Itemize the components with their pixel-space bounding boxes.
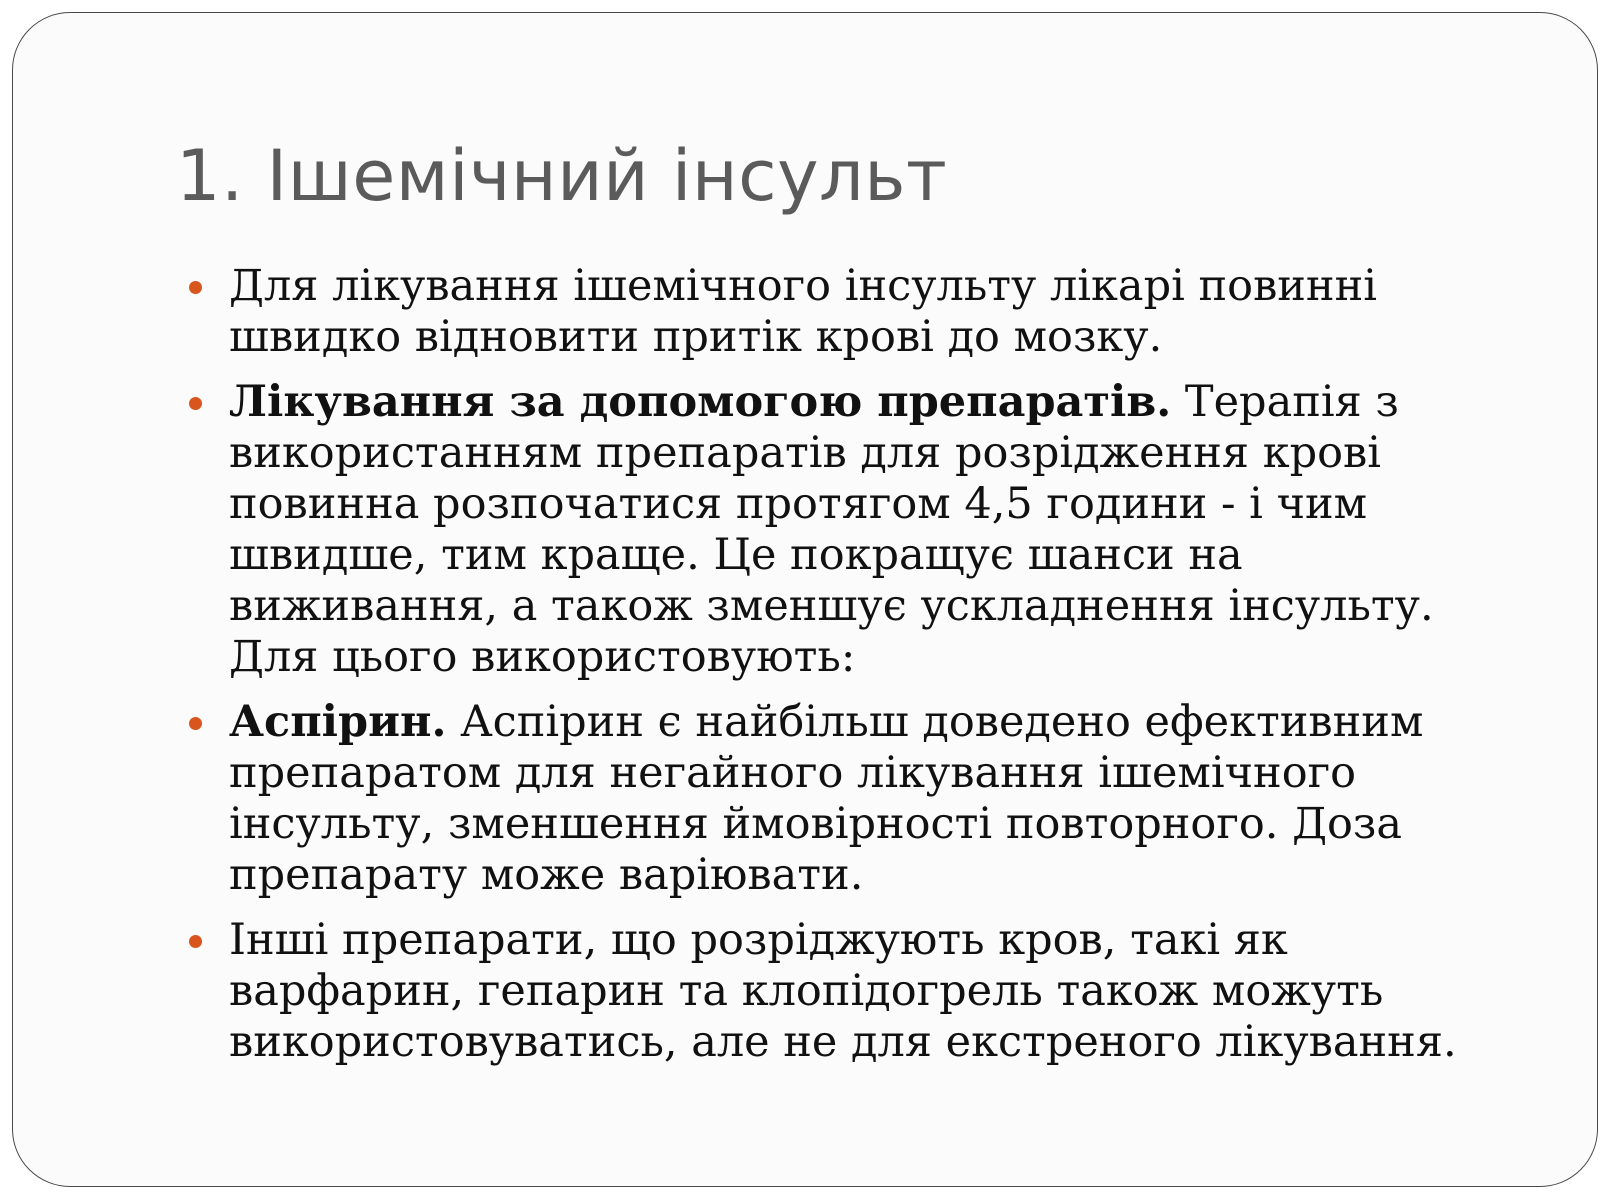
bullet-dot-icon <box>189 397 202 410</box>
bullet-lead: Аспірин. <box>229 697 447 747</box>
bullet-dot-icon <box>189 717 202 730</box>
bullet-dot-icon <box>189 935 202 948</box>
slide-title: 1. Ішемічний інсульт <box>176 135 948 217</box>
bullet-dot-icon <box>189 281 202 294</box>
bullet-text: Для лікування ішемічного інсульту лікарі повинні швидко відновити притік крові до мозку. <box>229 261 1378 362</box>
bullet-item-4 <box>173 915 1503 1068</box>
bullet-item-2 <box>173 377 1503 683</box>
slide <box>12 12 1598 1187</box>
bullet-item-1 <box>173 261 1503 363</box>
bullet-text: Терапія з використанням препаратів для розрідження крові повинна розпочатися протягом 4,5 години - і чим швидше, тим краще. Це покращує шанси на виживання, а також зменшує ускладнення інсульту. Для цього використовують: <box>229 377 1434 682</box>
bullet-item-3 <box>173 697 1503 901</box>
bullet-text: Інші препарати, що розріджують кров, такі як варфарин, гепарин та клопідогрель також можуть використовуватись, але не для екстреного лікування. <box>229 915 1457 1067</box>
bullet-list <box>173 261 1503 1082</box>
bullet-text: Аспірин є найбільш доведено ефективним препаратом для негайного лікування ішемічного інсульту, зменшення ймовірності повторного. Доза препарату може варіювати. <box>229 697 1424 900</box>
bullet-lead: Лікування за допомогою препаратів. <box>229 377 1172 427</box>
